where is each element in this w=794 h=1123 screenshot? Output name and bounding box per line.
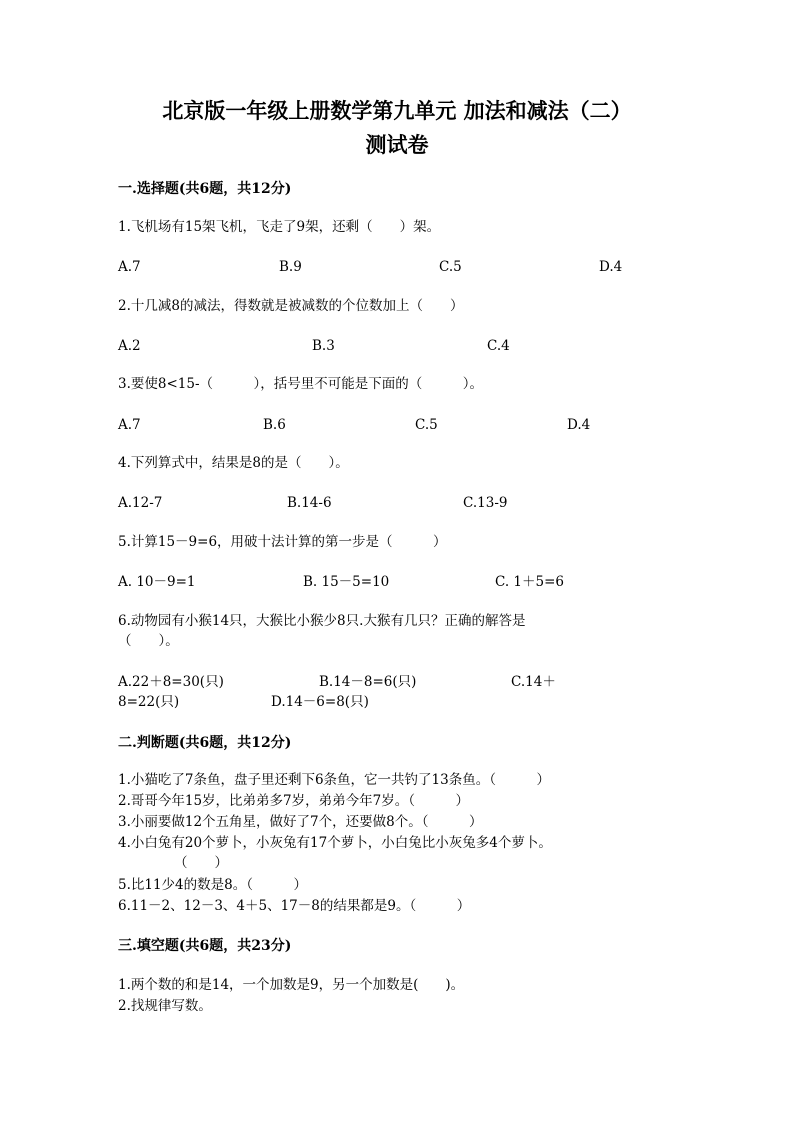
- option: B.14－8=6(只): [319, 674, 417, 690]
- judge-item: 3.小丽要做12个五角星，做好了7个，还要做8个。（ ）: [118, 814, 483, 830]
- option: C.5: [439, 259, 462, 275]
- option: A.2: [118, 338, 141, 354]
- judge-item-continued: （ ）: [174, 855, 228, 871]
- option: A.22＋8=30(只): [118, 674, 224, 690]
- fill-item: 2.找规律写数。: [118, 998, 212, 1014]
- page-title: 北京版一年级上册数学第九单元 加法和减法（二）: [162, 98, 632, 123]
- judge-item: 6.11－2、12－3、4＋5、17－8的结果都是9。（ ）: [118, 898, 471, 914]
- question-stem: 4.下列算式中，结果是8的是（ ）。: [118, 455, 349, 471]
- fill-item: 1.两个数的和是14，一个加数是9，另一个加数是( )。: [118, 977, 465, 993]
- option-continued: 8=22(只): [118, 694, 180, 710]
- judge-item: 1.小猫吃了7条鱼，盘子里还剩下6条鱼，它一共钓了13条鱼。（ ）: [118, 772, 550, 788]
- question-stem-continued: （ ）。: [118, 633, 179, 649]
- option: A.7: [118, 259, 141, 275]
- page-subtitle: 测试卷: [365, 132, 429, 157]
- option: A.12-7: [118, 495, 163, 511]
- judge-item: 4.小白兔有20个萝卜，小灰兔有17个萝卜，小白兔比小灰兔多4个萝卜。: [118, 835, 552, 851]
- option: C.5: [415, 417, 438, 433]
- question-stem: 1.飞机场有15架飞机，飞走了9架，还剩（ ）架。: [118, 219, 441, 235]
- option: B.14-6: [287, 495, 332, 511]
- option: C.4: [487, 338, 510, 354]
- question-stem: 3.要使8<15-（ ），括号里不可能是下面的（ ）。: [118, 376, 484, 392]
- section-heading-choice: 一.选择题(共6题，共12分): [118, 181, 292, 197]
- option: D.4: [567, 417, 591, 433]
- question-stem: 2.十几减8的减法，得数就是被减数的个位数加上（ ）: [118, 298, 464, 314]
- section-heading-fill: 三.填空题(共6题，共23分): [118, 938, 292, 954]
- option: C.13-9: [463, 495, 508, 511]
- option: A. 10－9=1: [118, 574, 196, 590]
- option: A.7: [118, 417, 141, 433]
- question-stem: 5.计算15－9=6，用破十法计算的第一步是（ ）: [118, 534, 447, 550]
- judge-item: 5.比11少4的数是8。（ ）: [118, 877, 307, 893]
- option: C.14＋: [511, 674, 556, 690]
- option: B.9: [279, 259, 302, 275]
- section-heading-judge: 二.判断题(共6题，共12分): [118, 735, 292, 751]
- option: C. 1＋5=6: [495, 574, 565, 590]
- option: D.14－6=8(只): [271, 694, 369, 710]
- judge-item: 2.哥哥今年15岁，比弟弟多7岁，弟弟今年7岁。（ ）: [118, 793, 469, 809]
- question-stem: 6.动物园有小猴14只，大猴比小猴少8只.大猴有几只？正确的解答是: [118, 613, 526, 629]
- option: D.4: [599, 259, 623, 275]
- option: B.6: [263, 417, 286, 433]
- option: B. 15－5=10: [303, 574, 390, 590]
- option: B.3: [312, 338, 335, 354]
